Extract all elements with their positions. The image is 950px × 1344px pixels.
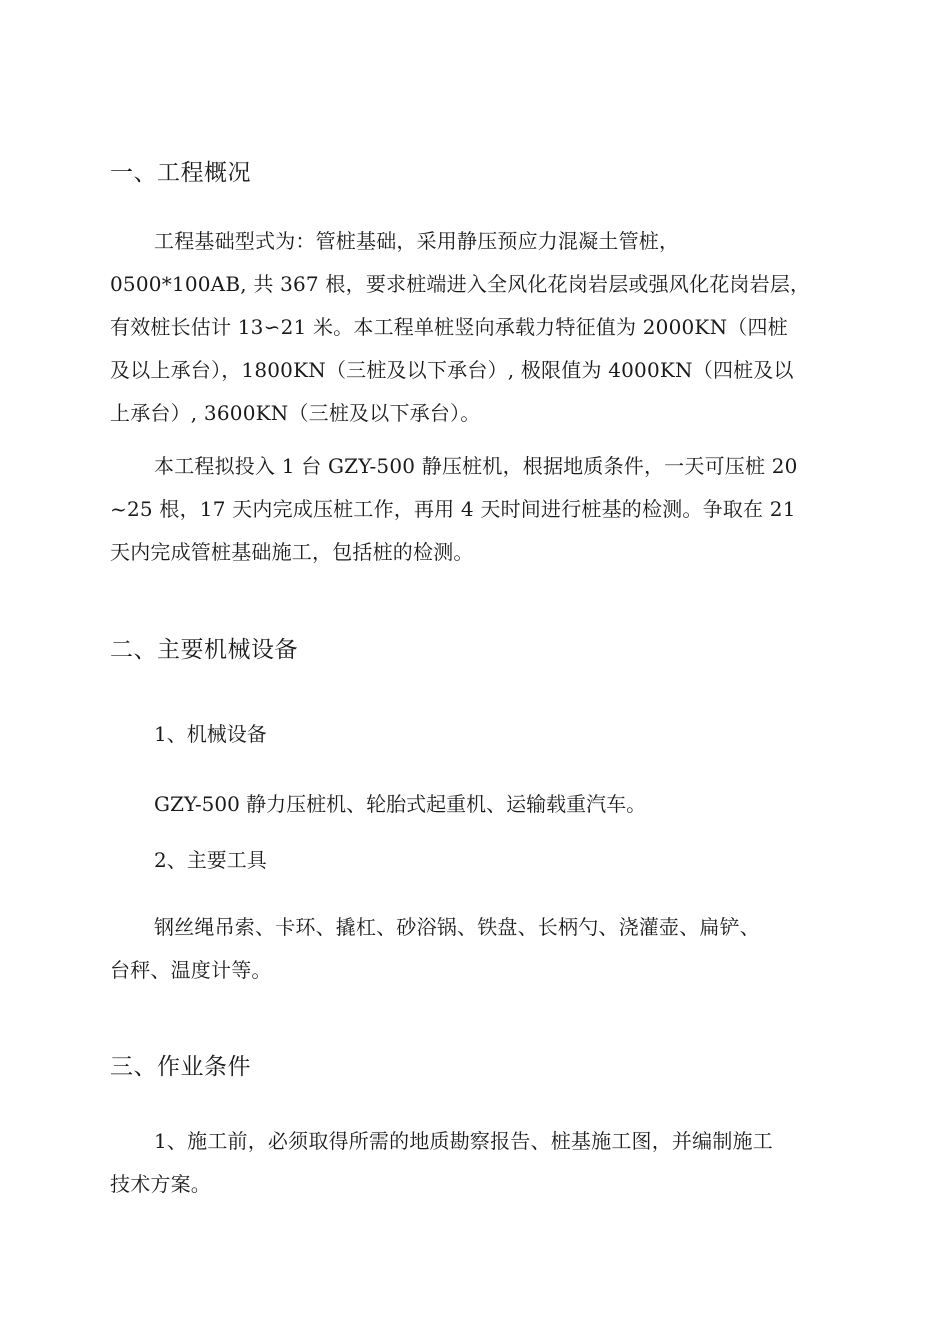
subsection-title-machinery: 1、机械设备	[154, 722, 267, 746]
section-heading-equipment: 二、主要机械设备	[110, 637, 298, 663]
text-line: 工程基础型式为：管桩基础，采用静压预应力混凝土管桩，	[154, 229, 680, 253]
machinery-list: GZY-500 静力压桩机、轮胎式起重机、运输载重汽车。	[154, 792, 647, 816]
text-line: 及以上承台），1800KN（三桩及以下承台）, 极限值为 4000KN（四桩及以	[110, 358, 794, 382]
text-line: 上承台）, 3600KN（三桩及以下承台）。	[110, 401, 481, 425]
text-line: 钢丝绳吊索、卡环、撬杠、砂浴锅、铁盘、长柄勺、浇灌壶、扁铲、	[154, 915, 760, 939]
paragraph-schedule	[110, 445, 840, 574]
text-line: ~25 根，17 天内完成压桩工作，再用 4 天时间进行桩基的检测。争取在 21	[110, 497, 796, 521]
text-line: 台秤、温度计等。	[110, 958, 272, 982]
text-line: 有效桩长估计 13∽21 米。本工程单桩竖向承载力特征值为 2000KN（四桩	[110, 315, 788, 339]
tools-list	[110, 906, 840, 992]
text-line: 天内完成管桩基础施工，包括桩的检测。	[110, 540, 474, 564]
section-heading-overview: 一、工程概况	[110, 160, 251, 186]
paragraph-preconstruction	[110, 1120, 840, 1206]
text-line: 技术方案。	[110, 1172, 211, 1196]
text-line: 0500*100AB, 共 367 根，要求桩端进入全风化花岗岩层或强风化花岗岩层，	[110, 272, 811, 296]
paragraph-foundation-type	[110, 220, 840, 435]
section-heading-work-conditions: 三、作业条件	[110, 1054, 251, 1080]
text-line: 本工程拟投入 1 台 GZY-500 静压桩机，根据地质条件，一天可压桩 20	[154, 454, 798, 478]
subsection-title-tools: 2、主要工具	[154, 848, 267, 872]
text-line: 1、施工前，必须取得所需的地质勘察报告、桩基施工图，并编制施工	[154, 1129, 773, 1153]
